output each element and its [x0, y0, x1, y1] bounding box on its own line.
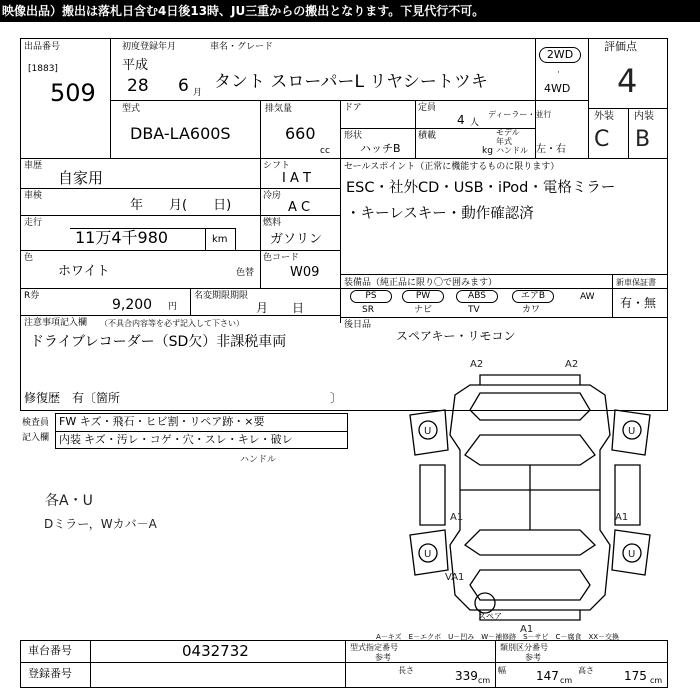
car-name-label: 車名・グレード [210, 42, 274, 52]
spare-label: スペア [478, 612, 502, 621]
equip-ps: PS [350, 290, 392, 303]
later-items: スペアキー・リモコン [396, 329, 516, 343]
model-code: DBA-LA600S [130, 124, 231, 143]
name-change-label: 名変期限期限 [194, 291, 249, 301]
color-label: 色 [24, 253, 34, 263]
inspection-date: 年 月( 日) [130, 198, 232, 213]
repair-history-end: 〕 [330, 391, 343, 405]
damage-mark-left-side: A1 [450, 512, 464, 523]
usage-label: 車歴 [24, 161, 43, 171]
length-value: 339 [455, 669, 478, 683]
ext-damage-items: FW キズ・飛石・ヒビ割・リペア跡・×要 [59, 415, 265, 428]
inspector-note-1: 各A・U [45, 493, 93, 509]
equipment-label: 装備品（純正品に限り〇で囲みます） [344, 278, 498, 288]
body-color: ホワイト [58, 264, 110, 279]
equip-leather: カワ [522, 305, 541, 315]
int-damage-label: 内装 [59, 433, 81, 446]
damage-mark-front-left: A2 [470, 359, 484, 370]
model-label: 型式 [122, 104, 141, 114]
inspection-label: 車検 [24, 191, 43, 201]
damage-mark-rear: A1 [520, 624, 534, 635]
month-unit: 月 [193, 88, 203, 98]
air-conditioner: A C [288, 200, 311, 215]
chassis-number-label: 車台番号 [28, 644, 72, 657]
km-unit: km [212, 234, 228, 245]
damage-mark-u-rl: U [424, 549, 432, 560]
damage-mark-right-side: A1 [615, 512, 629, 523]
new-car-warranty-label: 新車保証書 [616, 278, 656, 287]
new-car-warranty: 有・無 [620, 296, 657, 310]
sales-point-line-2: ・キーレスキー・動作確認済 [346, 206, 534, 222]
notes-sublabel: （不具合内容等を必ず記入して下さい） [100, 319, 244, 328]
width-label: 幅 [498, 666, 506, 675]
dealer-label: ディーラー・並行 [488, 110, 552, 119]
fuel-label: 燃料 [263, 218, 282, 228]
car-damage-diagram [400, 355, 660, 635]
recycle-fee: 9,200 [112, 297, 153, 313]
lot-number: 509 [50, 79, 96, 107]
model-spec-label: 型式指定番号 [350, 643, 398, 652]
height-label: 高さ [578, 666, 594, 675]
width-value: 147 [536, 669, 559, 683]
drive-2wd: 2WD [539, 47, 581, 63]
handle-side: 左・右 [536, 144, 566, 155]
ac-label: 冷房 [263, 191, 282, 201]
rating-score: 4 [617, 62, 638, 100]
sales-point-line-1: ESC・社外CD・USB・iPod・電格ミラー [346, 180, 616, 196]
color-code-label: 色コード [263, 253, 300, 263]
name-change-date: 月 日 [256, 301, 305, 315]
damage-mark-u-fl: U [424, 426, 432, 437]
inspector-label-2: 記入欄 [22, 433, 50, 443]
inspector-note-2: Dミラー，Wカバ－A [44, 517, 157, 531]
later-items-label: 後日品 [344, 320, 372, 330]
length-unit: cm [478, 676, 491, 685]
fuel-type: ガソリン [270, 232, 323, 247]
model-year-label: モデル年式 [496, 128, 520, 146]
door-label: ドア [344, 103, 362, 113]
notes-text: ドライブレコーダー（SD欠）非課税車両 [30, 334, 287, 350]
load-label: 積載 [418, 131, 437, 141]
capacity: 4 [457, 113, 465, 127]
color-change-label: 色替 [236, 268, 255, 278]
damage-mark-u-rr: U [628, 549, 636, 560]
length-label: 長さ [398, 666, 414, 675]
registration-number-label: 登録番号 [28, 667, 72, 680]
yen-unit: 円 [168, 302, 178, 312]
announcement-banner: 映像出品）搬出は落札日含む4日後13時、JU三重からの搬出となります。下見代行不可。 [0, 0, 700, 22]
chassis-number: 0432732 [182, 642, 249, 660]
mileage: 11万4千980 [75, 228, 169, 247]
interior-grade: B [635, 127, 651, 152]
era: 平成 [122, 58, 149, 73]
exterior-grade-label: 外装 [594, 111, 614, 122]
equip-navi: ナビ [414, 305, 433, 315]
usage: 自家用 [58, 169, 104, 187]
mileage-label: 走行 [24, 218, 43, 228]
damage-mark-u-fr: U [628, 426, 636, 437]
handle-label: ハンドル [496, 146, 528, 155]
first-registration-label: 初度登録年月 [122, 42, 177, 52]
drive-dot: · [557, 68, 560, 78]
displacement-label: 排気量 [265, 104, 293, 114]
handle-note: ハンドル [240, 455, 277, 465]
sales-point-label: セールスポイント（正常に機能するものに限ります） [344, 162, 560, 172]
repair-history: 修復歴 有〔箇所 [24, 391, 121, 405]
damage-mark-rear-left: VA1 [445, 572, 465, 583]
capacity-unit: 人 [470, 118, 480, 128]
body-shape: ハッチB [360, 142, 401, 155]
car-name-grade: タント スローパーL リヤシートツキ [214, 72, 488, 92]
class-number-label: 類別区分番号 [500, 643, 548, 652]
recycle-label: R券 [24, 291, 40, 301]
shift-label: シフト [263, 161, 291, 171]
notes-label: 注意事項記入欄 [24, 318, 88, 328]
rating-label: 評価点 [604, 40, 637, 53]
class-number-ref: 参考 [525, 653, 541, 662]
interior-grade-label: 内装 [634, 111, 654, 122]
color-code: W09 [290, 265, 320, 280]
shape-label: 形状 [344, 131, 363, 141]
model-spec-ref: 参考 [375, 653, 391, 662]
lot-number-label: 出品番号 [24, 42, 61, 52]
equip-tv: TV [468, 305, 480, 315]
equip-airbag: エアB [512, 290, 554, 303]
damage-legend: A－キズ E－エクボ U－凹み W－補修跡 S－サビ C－腐食 XX－交換 [376, 633, 620, 641]
cc-unit: cc [320, 146, 330, 156]
first-registration-month: 6 [178, 76, 189, 96]
height-unit: cm [650, 676, 663, 685]
lot-sub-number: [1883] [28, 64, 58, 74]
height-value: 175 [624, 669, 647, 683]
equip-aw: AW [580, 292, 595, 302]
kg-unit: kg [482, 146, 493, 156]
drive-4wd: 4WD [544, 82, 571, 95]
damage-mark-front-right: A2 [565, 359, 579, 370]
equip-abs: ABS [456, 290, 498, 303]
capacity-label: 定員 [418, 103, 437, 113]
exterior-grade: C [594, 127, 610, 152]
shift: I A T [282, 171, 311, 186]
inspector-label-1: 検査員 [22, 418, 50, 428]
equip-pw: PW [402, 290, 444, 303]
equip-sr: SR [362, 305, 374, 315]
width-unit: cm [560, 676, 573, 685]
displacement: 660 [285, 124, 316, 143]
first-registration-year: 28 [127, 76, 149, 96]
int-damage-items: キズ・汚レ・コゲ・穴・スレ・キレ・破レ [84, 433, 293, 446]
